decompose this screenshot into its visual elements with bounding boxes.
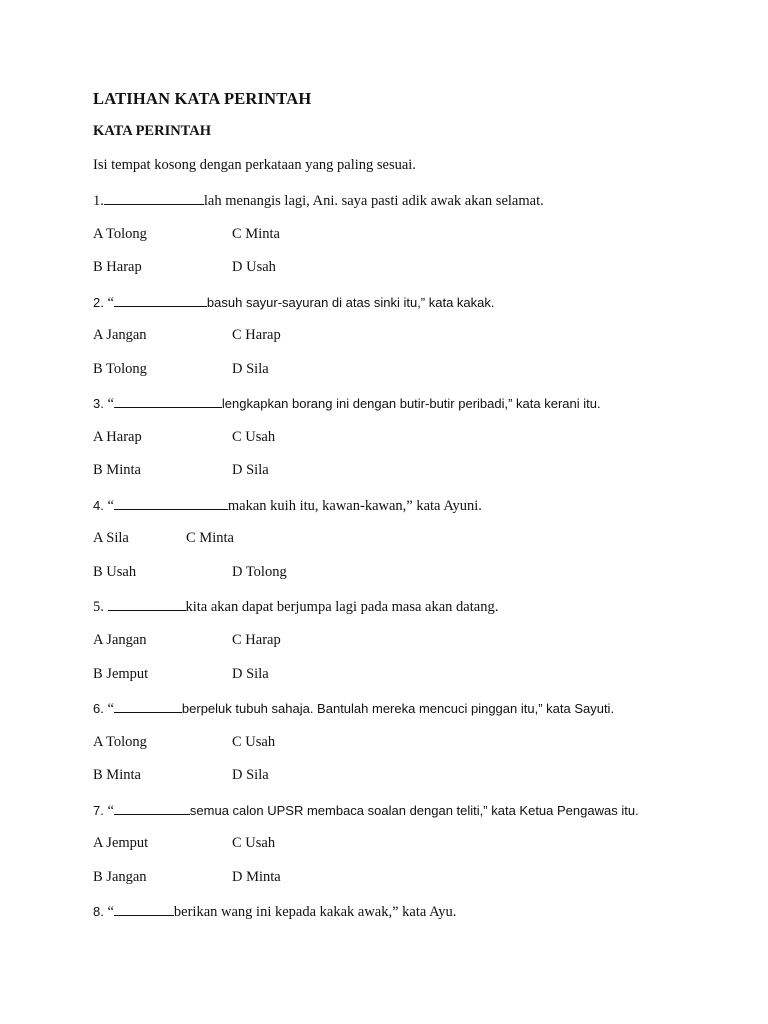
open-quote: “ — [107, 803, 114, 819]
answer-blank — [108, 597, 186, 611]
option-d: D Sila — [232, 361, 269, 377]
question-number: 8. — [93, 904, 108, 919]
question-text: berikan wang ini kepada kakak awak,” kata Ayu. — [173, 904, 457, 920]
answer-blank — [114, 902, 174, 916]
option-c: C Usah — [232, 734, 276, 750]
option-a: A Jangan — [93, 327, 147, 343]
question-text: lengkapkan borang ini dengan butir-butir peribadi,” kata kerani itu. — [221, 396, 601, 411]
question-number: 5. — [93, 599, 108, 615]
option-c: C Harap — [232, 327, 281, 343]
option-d: D Sila — [232, 462, 269, 478]
question-5 — [93, 597, 498, 616]
open-quote: “ — [107, 904, 114, 920]
option-c: C Minta — [186, 530, 234, 546]
answer-blank — [114, 293, 207, 307]
answer-blank — [114, 801, 190, 815]
open-quote: “ — [107, 498, 114, 514]
question-text: makan kuih itu, kawan-kawan,” kata Ayuni. — [227, 498, 482, 514]
option-d: D Minta — [232, 869, 281, 885]
option-d: D Usah — [232, 259, 276, 275]
open-quote: “ — [107, 701, 114, 717]
worksheet-title: LATIHAN KATA PERINTAH — [93, 89, 312, 108]
option-a: A Jangan — [93, 632, 147, 648]
answer-blank — [104, 191, 204, 205]
question-text: berpeluk tubuh sahaja. Bantulah mereka mencuci pinggan itu,” kata Sayuti. — [181, 701, 615, 716]
question-number: 4. — [93, 498, 108, 513]
option-d: D Tolong — [232, 564, 287, 580]
question-text: kita akan dapat berjumpa lagi pada masa akan datang. — [185, 599, 499, 615]
option-c: C Usah — [232, 835, 276, 851]
question-number: 2. — [93, 295, 108, 310]
answer-blank — [114, 496, 228, 510]
option-c: C Harap — [232, 632, 281, 648]
option-a: A Tolong — [93, 226, 147, 242]
option-a: A Jemput — [93, 835, 149, 851]
question-1 — [93, 191, 544, 210]
question-text: semua calon UPSR membaca soalan dengan teliti,” kata Ketua Pengawas itu. — [189, 803, 639, 818]
answer-blank — [114, 699, 182, 713]
option-a: A Sila — [93, 530, 129, 546]
option-b: B Usah — [93, 564, 137, 580]
open-quote: “ — [107, 295, 114, 311]
open-quote: “ — [107, 396, 114, 412]
question-number: 1. — [93, 193, 104, 209]
question-2 — [93, 293, 495, 312]
question-3 — [93, 394, 601, 413]
option-b: B Jemput — [93, 666, 149, 682]
option-d: D Sila — [232, 767, 269, 783]
question-4 — [93, 496, 482, 515]
option-b: B Jangan — [93, 869, 147, 885]
option-c: C Minta — [232, 226, 280, 242]
worksheet-subtitle: KATA PERINTAH — [93, 123, 212, 139]
question-number: 6. — [93, 701, 108, 716]
option-b: B Minta — [93, 767, 141, 783]
option-a: A Harap — [93, 429, 142, 445]
question-number: 3. — [93, 396, 108, 411]
answer-blank — [114, 394, 222, 408]
question-6 — [93, 699, 614, 718]
option-b: B Harap — [93, 259, 142, 275]
question-text: lah menangis lagi, Ani. saya pasti adik awak akan selamat. — [203, 193, 544, 209]
option-d: D Sila — [232, 666, 269, 682]
question-8 — [93, 902, 456, 921]
option-b: B Tolong — [93, 361, 147, 377]
instruction-text: Isi tempat kosong dengan perkataan yang paling sesuai. — [93, 157, 416, 173]
option-c: C Usah — [232, 429, 276, 445]
question-text: basuh sayur-sayuran di atas sinki itu,” kata kakak. — [206, 295, 495, 310]
option-a: A Tolong — [93, 734, 147, 750]
question-7 — [93, 801, 639, 820]
question-number: 7. — [93, 803, 108, 818]
option-b: B Minta — [93, 462, 141, 478]
